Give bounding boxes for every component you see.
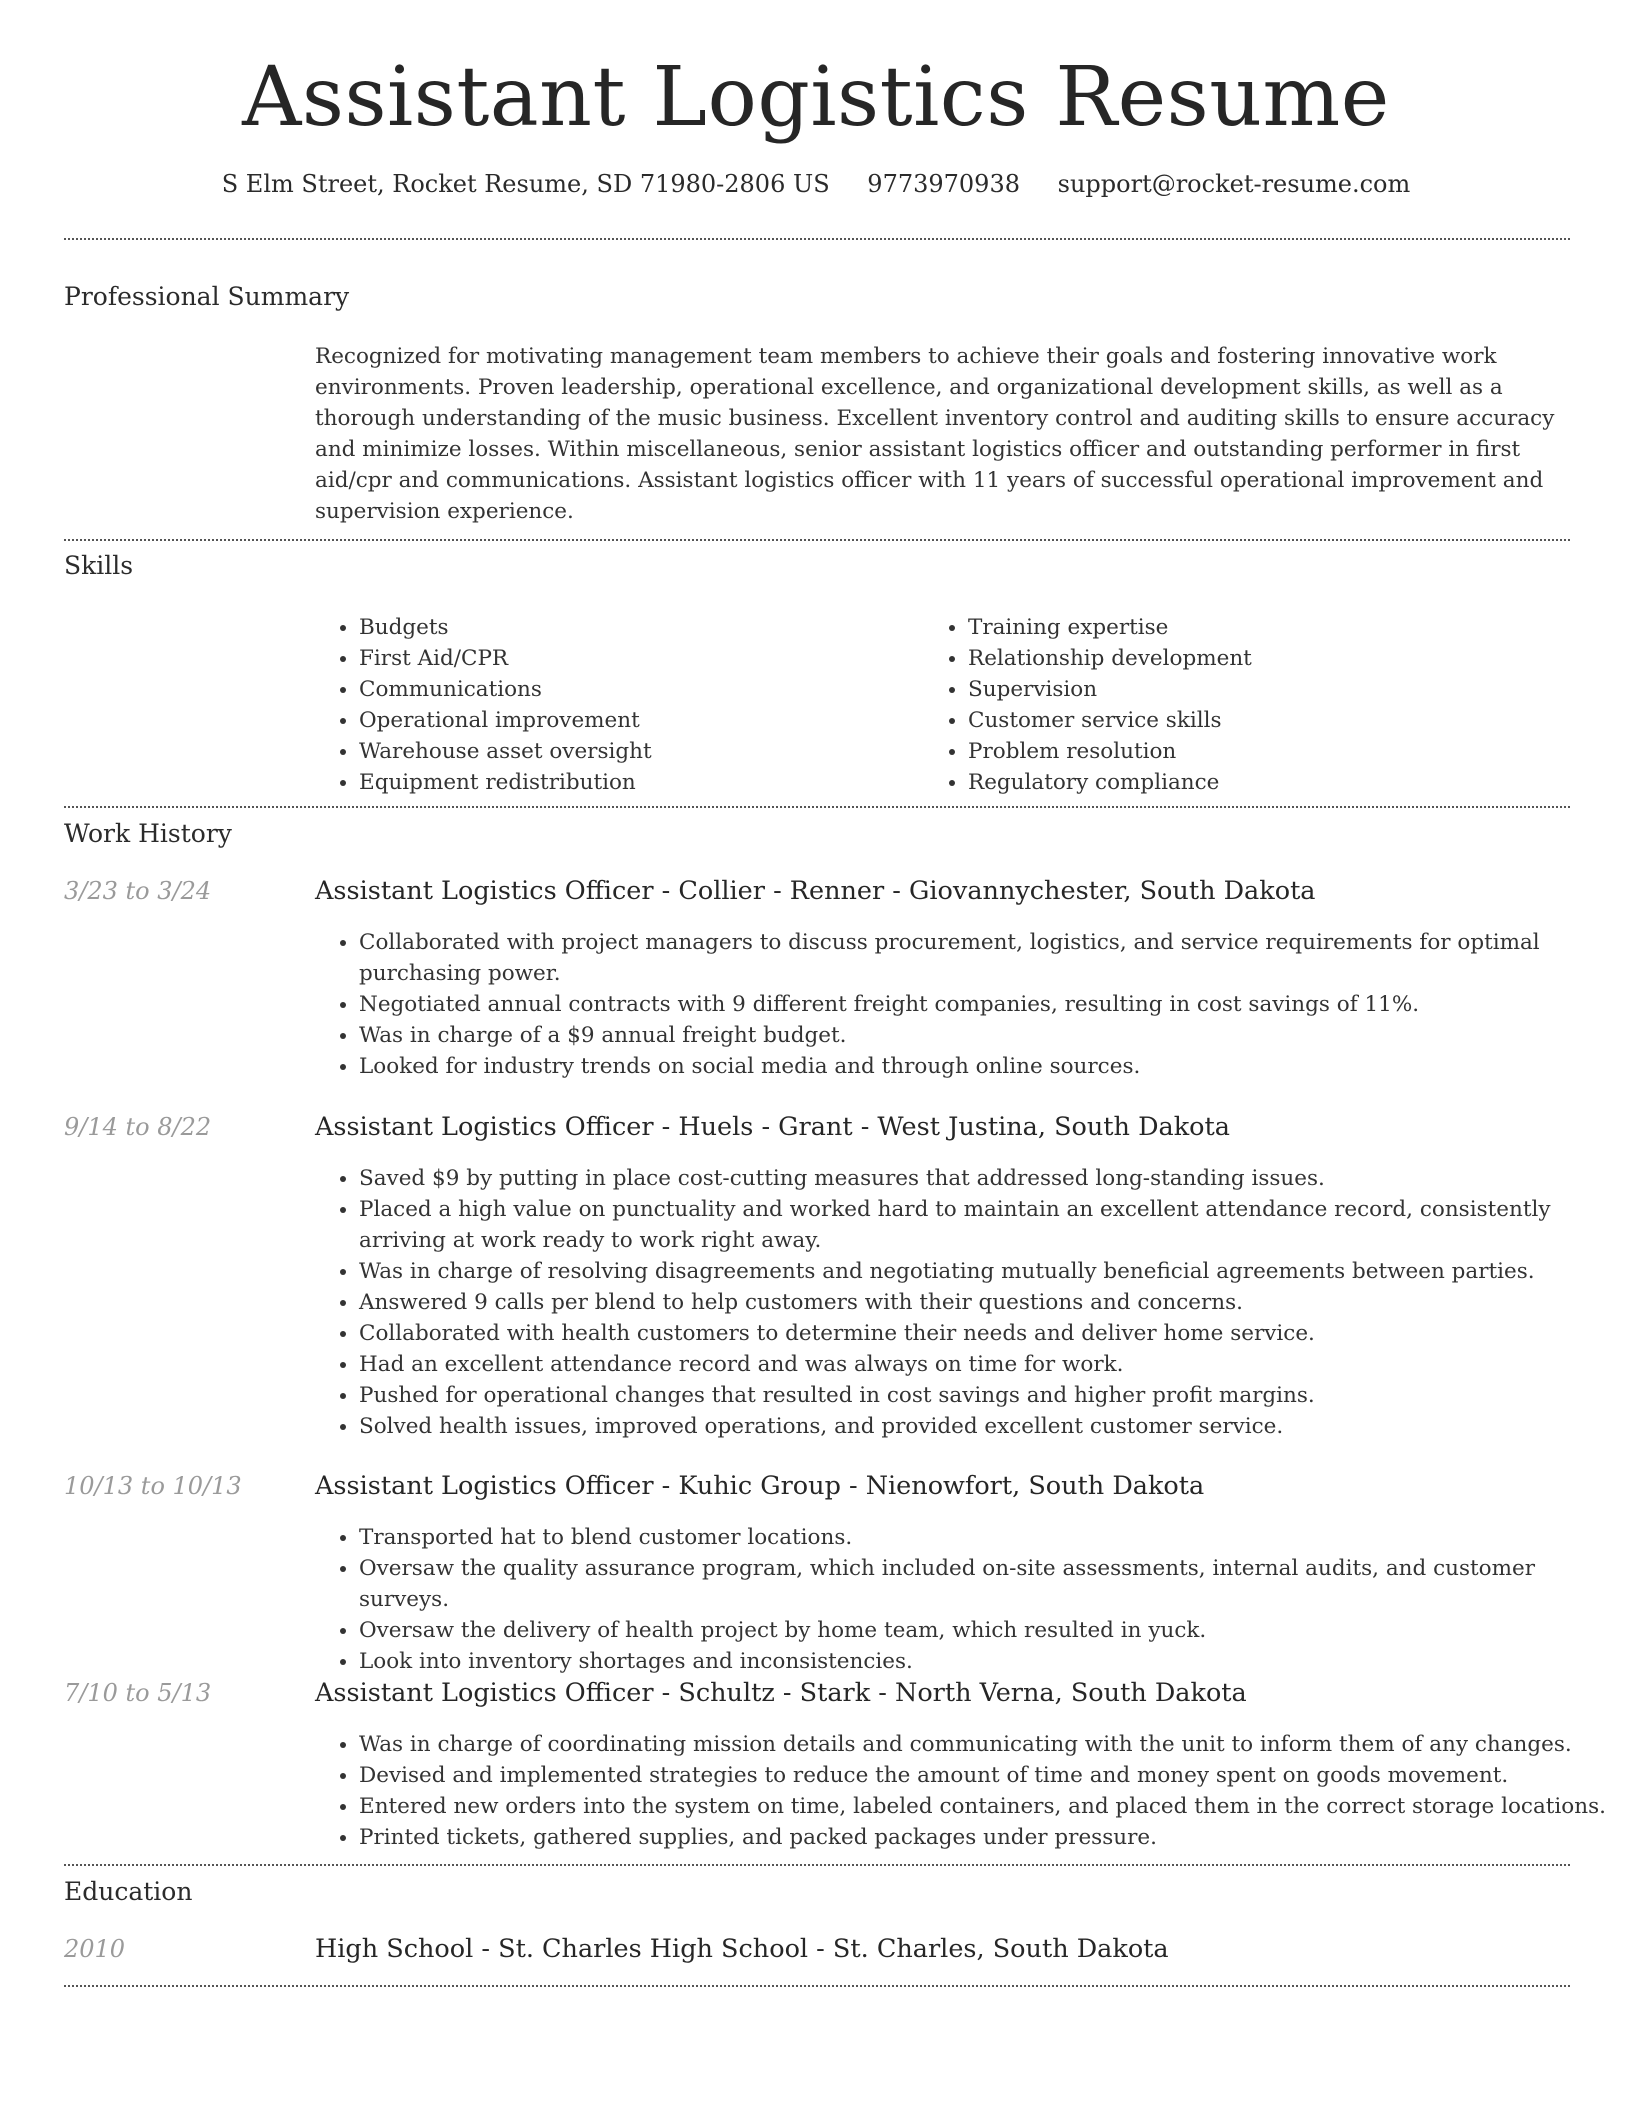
job-title: Assistant Logistics Officer - Kuhic Group - Nienowfort, South Dakota xyxy=(315,1471,1205,1501)
skills-column-right xyxy=(924,612,1568,798)
job-bullet: • Had an excellent attendance record and was always on time for work. xyxy=(359,1349,1609,1380)
job-bullet: • Placed a high value on punctuality and worked hard to maintain an excellent attendance record, consistently arriving at work ready to work right away. xyxy=(359,1194,1609,1256)
job-bullet: • Saved $9 by putting in place cost-cutting measures that addressed long-standing issues. xyxy=(359,1163,1609,1194)
summary-heading: Professional Summary xyxy=(64,282,350,311)
job-bullet: • Was in charge of resolving disagreements and negotiating mutually beneficial agreements between parties. xyxy=(359,1256,1609,1287)
contact-address: S Elm Street, Rocket Resume, SD 71980-2806 US xyxy=(221,170,830,198)
job-bullet: • Was in charge of a $9 annual freight budget. xyxy=(359,1020,1609,1051)
skill-item: • Communications xyxy=(359,674,959,705)
job-bullets xyxy=(315,1522,1609,1677)
summary-text: Recognized for motivating management team members to achieve their goals and fostering innovative work environments. Proven leadership, operational excellence, and organizational development skills, as well as a thorough understanding of the music business. Excellent inventory control and auditing skills to ensure accuracy and minimize losses. Within miscellaneous, senior assistant logistics officer and outstanding performer in first aid/cpr and communications. Assistant logistics officer with 11 years of successful operational improvement and supervision experience. xyxy=(315,344,1555,524)
job-date: 3/23 to 3/24 xyxy=(64,877,212,905)
job-bullet: • Collaborated with health customers to determine their needs and deliver home service. xyxy=(359,1318,1609,1349)
section-divider xyxy=(64,1864,1570,1866)
education-date: 2010 xyxy=(64,1935,126,1963)
skill-item: • Relationship development xyxy=(968,643,1568,674)
job-bullet: • Solved health issues, improved operations, and provided excellent customer service. xyxy=(359,1411,1609,1442)
job-bullets xyxy=(315,927,1609,1082)
section-divider xyxy=(64,806,1570,808)
skill-item: • Warehouse asset oversight xyxy=(359,736,959,767)
job-date: 7/10 to 5/13 xyxy=(64,1679,212,1707)
job-bullet: • Was in charge of coordinating mission details and communicating with the unit to inform them of any changes. xyxy=(359,1729,1609,1760)
skill-item: • First Aid/CPR xyxy=(359,643,959,674)
skill-item: • Problem resolution xyxy=(968,736,1568,767)
job-bullet: • Looked for industry trends on social media and through online sources. xyxy=(359,1051,1609,1082)
job-bullets xyxy=(315,1729,1609,1853)
skills-column-left xyxy=(315,612,959,798)
education-heading: Education xyxy=(64,1877,193,1906)
skill-item: • Training expertise xyxy=(968,612,1568,643)
skill-item: • Customer service skills xyxy=(968,705,1568,736)
section-divider xyxy=(64,1985,1570,1987)
education-title: High School - St. Charles High School - St. Charles, South Dakota xyxy=(315,1934,1169,1964)
skill-item: • Budgets xyxy=(359,612,959,643)
job-bullet: • Look into inventory shortages and inconsistencies. xyxy=(359,1646,1609,1677)
job-title: Assistant Logistics Officer - Collier - Renner - Giovannychester, South Dakota xyxy=(315,876,1316,906)
skill-item: • Regulatory compliance xyxy=(968,767,1568,798)
job-date: 9/14 to 8/22 xyxy=(64,1113,212,1141)
job-title: Assistant Logistics Officer - Huels - Grant - West Justina, South Dakota xyxy=(315,1112,1230,1142)
job-title: Assistant Logistics Officer - Schultz - Stark - North Verna, South Dakota xyxy=(315,1678,1247,1708)
skill-item: • Supervision xyxy=(968,674,1568,705)
skill-item: • Operational improvement xyxy=(359,705,959,736)
job-bullet: • Printed tickets, gathered supplies, and packed packages under pressure. xyxy=(359,1822,1609,1853)
contact-email: support@rocket-resume.com xyxy=(1057,170,1411,198)
resume-title: Assistant Logistics Resume xyxy=(242,50,1390,145)
job-bullet: • Collaborated with project managers to discuss procurement, logistics, and service requirements for optimal purchasing power. xyxy=(359,927,1609,989)
job-bullet: • Pushed for operational changes that resulted in cost savings and higher profit margins. xyxy=(359,1380,1609,1411)
job-bullet: • Entered new orders into the system on time, labeled containers, and placed them in the correct storage locations. xyxy=(359,1791,1609,1822)
job-bullet: • Negotiated annual contracts with 9 different freight companies, resulting in cost savings of 11%. xyxy=(359,989,1609,1020)
work-history-heading: Work History xyxy=(64,819,232,848)
section-divider xyxy=(64,238,1570,240)
contact-line xyxy=(0,170,1632,198)
job-bullet: • Transported hat to blend customer locations. xyxy=(359,1522,1609,1553)
contact-phone: 9773970938 xyxy=(867,170,1020,198)
job-date: 10/13 to 10/13 xyxy=(64,1472,242,1500)
job-bullet: • Answered 9 calls per blend to help customers with their questions and concerns. xyxy=(359,1287,1609,1318)
job-bullet: • Devised and implemented strategies to reduce the amount of time and money spent on goods movement. xyxy=(359,1760,1609,1791)
section-divider xyxy=(64,539,1570,541)
job-bullet: • Oversaw the delivery of health project by home team, which resulted in yuck. xyxy=(359,1615,1609,1646)
skill-item: • Equipment redistribution xyxy=(359,767,959,798)
job-bullet: • Oversaw the quality assurance program, which included on-site assessments, internal audits, and customer surveys. xyxy=(359,1553,1609,1615)
job-bullets xyxy=(315,1163,1609,1442)
skills-heading: Skills xyxy=(64,551,134,580)
